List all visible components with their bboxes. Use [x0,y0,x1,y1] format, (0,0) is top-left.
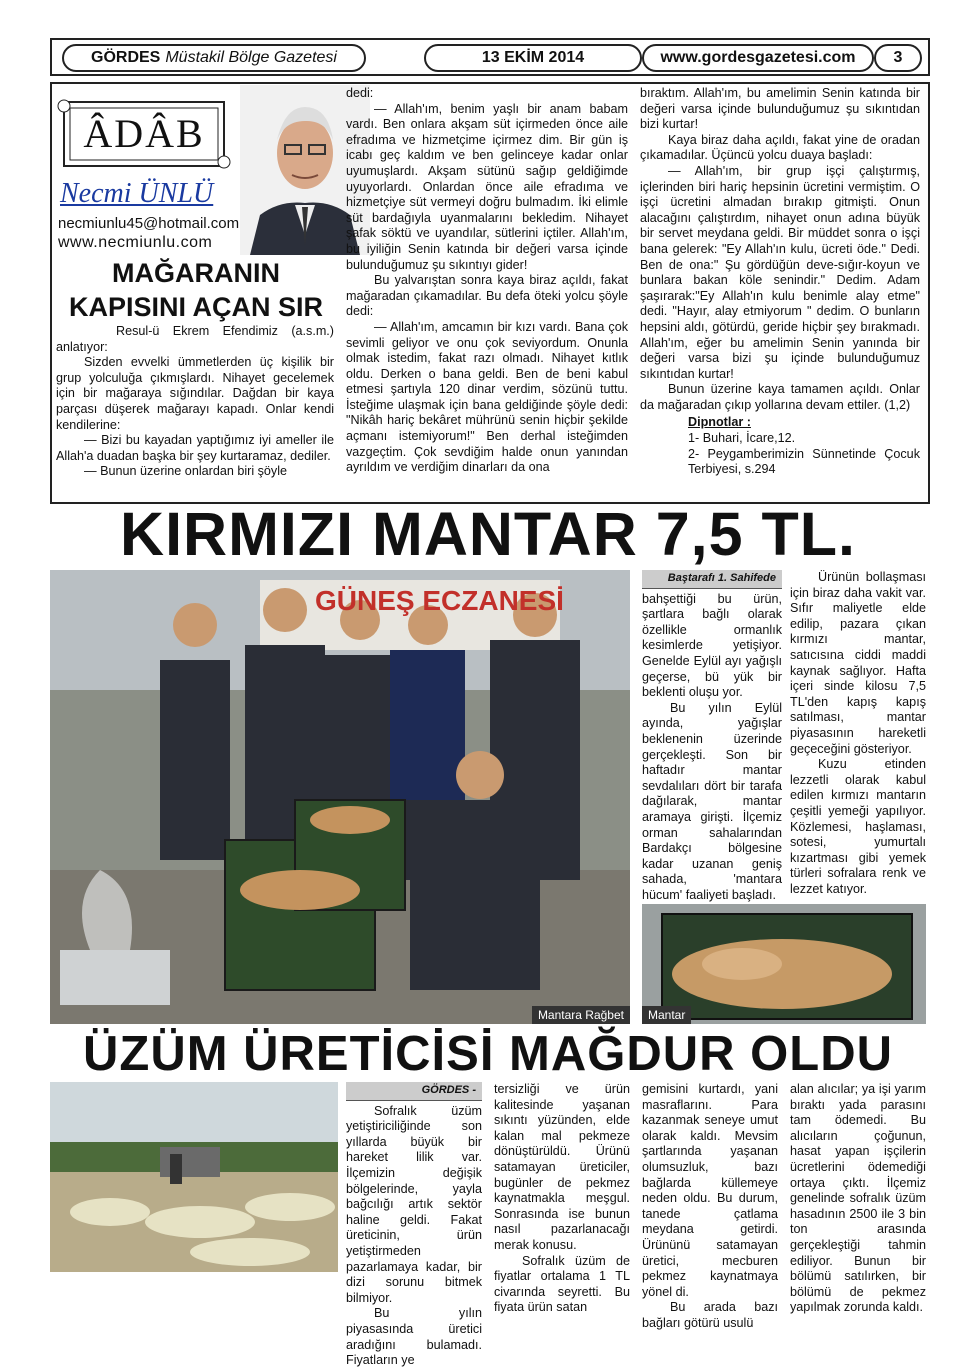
author-name: Necmi ÜNLÜ [60,178,214,209]
paragraph: — Bizi bu kayadan yaptığımız iyi ameller ile Allah'a duadan başka bir şey kurtaramaz, dediler. [56,433,334,463]
paragraph: Ürünün bollaşması için biraz daha vakit var. Sıfır maliyetle elde edilip, pazara çıkan kırmızı mantar, satıcısına ciddi maddi kaynak sağlıyor. Hafta içeri sinde kilosu 7,5 TL'den kapış kapış satılması, mantar piyasasının hareketli geçeceğini gösteriyor. [790,570,926,756]
mushroom-col-a [642,570,782,903]
paragraph: dedi: [346,86,374,100]
article-title [56,256,336,324]
adab-banner [56,92,232,176]
paragraph: Bu yalvarıştan sonra kaya biraz açıldı, fakat mağaradan çıkamadılar. Bu defa öteki yolcu şöyle dedi: [346,273,628,319]
paragraph: Bunun üzerine kaya tamamen açıldı. Onlar da mağaradan çıkıp yollarına devam ettiler. (1,2) [640,382,920,412]
paragraph: Sizden evvelki ümmetlerden üç kişilik bir grup yolculuğa çıkmışlardı. Nihayet gecelemek için bir mağaraya sığındılar. Dağdan bir kaya parçası düşerek mağarayı kapadı. Onlar kendi kendilerine: [56,355,334,432]
continued-tag: Baştarafı 1. Sahifede [642,570,782,589]
banner-text: ÂDÂB [83,111,205,156]
paragraph: Kaya biraz daha açıldı, fakat yine de oradan çıkamadılar. Üçüncü yolcu duaya başladı: [640,132,920,163]
paragraph: bıraktım. Allah'ım, bu amelimin Senin katında bir değeri varsa içinde bulunduğumuz şu sıkıntıdan bizi kurtar! [640,86,920,132]
paragraph: — Allah'ım, benim yaşlı bir anam babam vardı. Ben onlara akşam süt içirmeden önce aile efradıma ve hizmetçime içirmez dim. Bir gün iş icabı geç kaldım ve ben gelinceye kadar onlar uyumuşlardı. Akşam sütünü sağıp geldiğimde uyuyorlardı. Onlardan önce aile efradıma ve hizmetçiye süt vermeyi doğru bulmadım. İki elimle süt bardağıyla uyanmalarını bekledim. Nihayet şafak söktü ve uyandılar, sütlerini içtiler. Allah'ım, bu iyiliğin Senin katında bir değeri varsa içinde bulunduğumuz şu sıkıntıyı gider! [346,101,628,272]
grape-headline: ÜZÜM ÜRETİCİSİ MAĞDUR OLDU [83,1027,893,1081]
mushroom-photo [50,570,630,1024]
paper-name-pill [62,44,366,72]
paragraph: Bu arada bazı bağları götürü usulü [642,1300,778,1330]
paragraph: bahşettiği bu ürün, şartlara bağlı olarak özellikle ormanlık kesimlerde yetişiyor. Genelde Eylül ayı yağışlı geçerse, bü yük bir beklenti oluşu yor. [642,591,782,700]
grape-harvest-photo [50,1082,338,1272]
paragraph: alan alıcılar; ya işi yarım bıraktı yada parasını tam ödemedi. Bu alıcıların çoğunun, hasat yapan işçilerin ücretlerini ödemediği ortaya çıktı. İlçemiz genelinde sofralık üzüm hasadının 2500 ile 3 bin ton arasında gerçekleştiği tahmin ediliyor. Bunun bir bölümü satılırken, bir bölümü de pekmez yapılmak zorunda kaldı. [790,1082,926,1315]
footnotes-title: Dipnotlar : [688,415,751,430]
paragraph: Bu yılın piyasasında üretici aradığını bulamadı. Fiyatların ye [346,1306,482,1368]
grape-col3 [642,1082,778,1332]
paragraph: Sofralık üzüm de fiyatlar ortalama 1 TL civarında seyretti. Bu fiyata ürün satan [494,1253,630,1315]
page-header [50,38,930,76]
paragraph: tersizliği ve ürün kalitesinde yaşanan sıkıntı yüzünden, elde kalan mal pekmeze dönüştürüldü. Ürünü satamayan üreticiler, bugünler de pekmez kaynatmakla meşgul. Sonrasında ise bunun nasıl pazarlanacağı merak konusu. [494,1082,630,1252]
paper-subtitle: Müstakil Bölge Gazetesi [165,49,337,66]
footnote: 2- Peygamberimizin Sünnetinde Çocuk Terbiyesi, s.294 [688,446,920,477]
dateline-tag: GÖRDES - [346,1082,482,1101]
adab-col3 [640,86,920,478]
page-number: 3 [874,44,922,72]
footnote: 1- Buhari, İcare,12. [688,431,796,446]
grape-col4 [790,1082,926,1316]
paragraph: Kuzu etinden lezzetli olarak kabul edilen kırmızı mantarın çeşitli yemeği yapılıyor. Közlemesi, haşlaması, sotesi, yumurtalı kızartması gibi yemek türleri sofralara renk ve lezzet katıyor. [790,757,926,896]
paragraph: — Allah'ım, amcamın bir kızı vardı. Bana çok sevimli geliyor ve onu çok seviyordum. Onunla olmak istedim, fakat razı olmadı. Nihayet kıtlık oldu. Derken o bana geldi. Ben de beni kabul etmesi şartıyla 120 dinar verdim, sözünü tuttu. İsteğime ulaşmak için bana geldiğinde şöyle dedi: "Nikâh hariç bekâret mührünü senin hiçbir şekilde açmanı istemiyorum!" Ben derhal isteğimden vazgeçtim. Çok sevdiğim halde onun yanından ayrıldım ve verdiğim dinarları da ona [346,319,628,475]
mushroom-crate-photo [642,904,926,1024]
article-title-line1: MAĞARANIN [112,258,280,288]
paragraph: — Bunun üzerine onlardan biri şöyle [84,464,288,479]
footnotes [688,415,920,477]
author-website[interactable]: www.necmiunlu.com [58,234,213,251]
storefront-sign: GÜNEŞ ECZANESİ [315,585,564,616]
mushroom-headline: KIRMIZI MANTAR 7,5 TL. [120,500,856,568]
small-photo-caption: Mantar [642,1006,691,1024]
grape-col1 [346,1082,482,1369]
website-link[interactable]: www.gordesgazetesi.com [642,44,874,72]
photo-caption: Mantara Rağbet [532,1006,630,1024]
paragraph: Bu yılın Eylül ayında, yağışlar beklenenin üzerinde gerçekleşti. Son bir haftadır mantar sevdalıları dört bir tarafa dağılarak, mantar aramaya girişti. İlçemiz orman sahalarından Bardakçı bölgesine kadar uzanan geniş sahada, 'mantara hücum' faaliyeti başladı. [642,700,782,902]
issue-date: 13 EKİM 2014 [424,44,642,72]
article-title-line2: KAPISINI AÇAN SIR [68,292,324,322]
paragraph: Resul-ü Ekrem Efendimiz (a.s.m.) anlatıyor: [56,324,334,354]
paragraph: Sofralık üzüm yetiştiriciliğinde son yıllarda büyük bir hareket lilik var. İlçemizin değişik bölgelerinde, yayla bağcılığı artık sektör haline geldi. Fakat üreticinin, ürün yetiştirmeden pazarlamaya kadar, bir dizi sorunu bitmek bilmiyor. [346,1103,482,1305]
paper-name: GÖRDES [91,49,161,66]
author-email[interactable]: necmiunlu45@hotmail.com [58,215,240,232]
grape-col2 [494,1082,630,1316]
paragraph: — Allah'ım, bir grup işçi çalıştırmış, içlerinden biri hariç hepsinin ücretini vermiştim. O işçi ücretini almadan bırakıp gitmişti. Onun alacağını çalıştırdım, nihayet onun adına büyük bir servet meydana geldi. Bir müddet sonra o işçi bana gelerek: "Ey Allah'ın kulu, ücreti öde." Dedi. Ben de ona:" Şu gördüğün deve-sığır-koyun ve bunlara bakan köle senindir." Dedim. Adam şaşırarak:"Ey Allah'ın kulu benimle alay etme" dedi. "Hayır, alay etmiyorum " dedim. O bunların hepsini aldı, götürdü, geride hiçbir şey bırakmadı. Allah'ım, eğer bu amelimin Senin yanında bir değeri varsa bizi şu içinde bulunduğumuz sıkıntıdan kurtar! [640,163,920,381]
adab-col2 [346,86,628,476]
paragraph: gemisini kurtardı, yani masraflarını. Para kazanmak seneye umut olarak kaldı. Mevsim şartlarında yaşanan olumsuzluk, bazı bağlarda küllemeye neden oldu. Bu durum, tanede çatlama meydana getirdi. Ürününü satamayan üretici, mecburen pekmez kaynatmaya yönel di. [642,1082,778,1299]
adab-col1 [56,324,334,480]
mushroom-col-b [790,570,926,897]
